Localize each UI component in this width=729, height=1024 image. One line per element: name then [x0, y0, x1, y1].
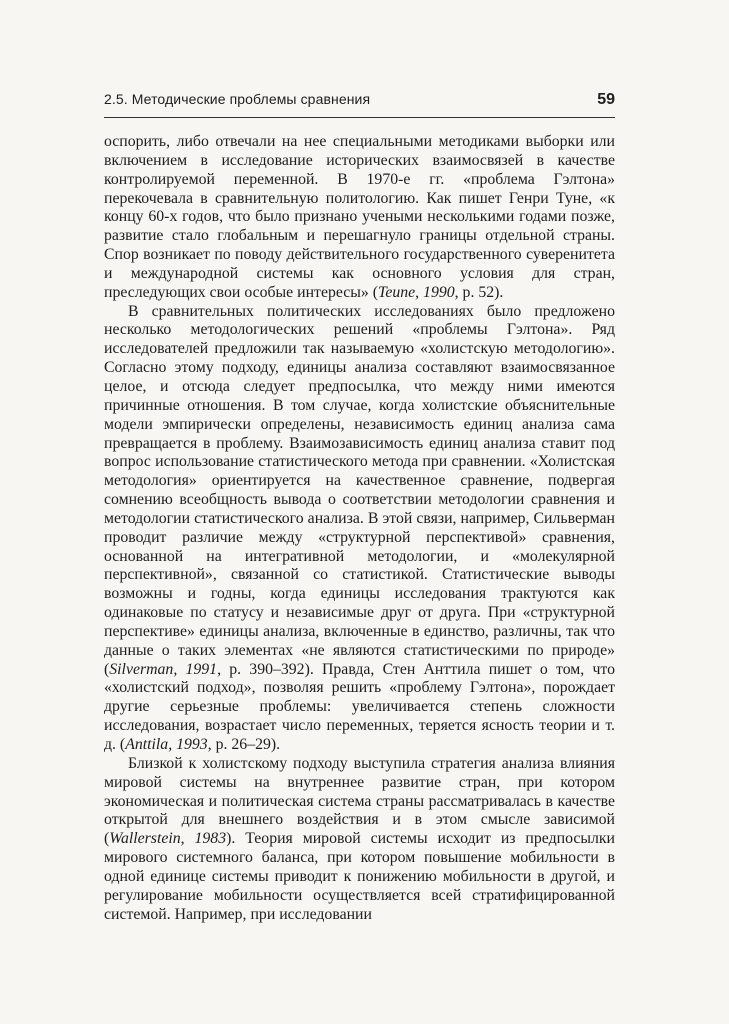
- body-text: [104, 133, 615, 924]
- paragraph-text: В сравнительных политических исследованиях было предложено несколько методологических решений «проблемы Гэлтона». Ряд исследователей предложили так называемую «холистскую методологию». Согласно этому подходу, единицы анализа составляют взаимосвязанное целое, и отсюда следует предпосылка, что между ними имеются причинные отношения. В том случае, когда холистские объяснительные модели эмпирически определены, независимость единиц анализа сама превращается в проблему. Взаимозависимость единиц анализа ставит под вопрос использование статистического метода при сравнении. «Холистская методология» ориентируется на качественное сравнение, подвергая сомнению всеобщность вывода о соответствии методологии сравнения и методологии статистического анализа. В этой связи, например, Сильверман проводит различие между «структурной перспективой» сравнения, основанной на интегративной методологии, и «молекулярной перспективной», связанной со статистикой. Статистические выводы возможны и годны, когда единицы исследования трактуются как одинаковые по статусу и независимые друг от друга. При «структурной перспективе» единицы анализа, включенные в единство, различны, так что данные о таких элементах «не являются статистическими по природе» (: [104, 302, 615, 678]
- citation-author: Anttila, 1993: [125, 736, 208, 753]
- citation-author: Teune, 1990: [378, 283, 455, 301]
- paragraph-text: , p. 390–392). Правда, Стен Анттила пишет о том, что «холистский подход», позволяя решить «проблему Гэлтона», порождает другие серьезные проблемы: увеличивается степень сложности исследования, возрастает число переменных, теряется ясность теории и т. д. (: [104, 660, 615, 753]
- paragraph-text: оспорить, либо отвечали на нее специальными методиками выборки или включением в исследование исторических взаимосвязей в качестве контролируемой переменной. В 1970-е гг. «проблема Гэлтона» перекочевала в сравнительную политологию. Как пишет Генри Туне, «к концу 60-х годов, что было признано учеными несколькими годами позже, развитие стало глобальным и перешагнуло границы отдельной страны. Спор возникает по поводу действительного государственного суверенитета и международной системы как основного условия для стран, преследующих свои особые интересы» (: [104, 133, 615, 301]
- citation-author: Wallerstein, 1983: [109, 830, 227, 848]
- running-header: [104, 91, 615, 109]
- paragraph: [104, 755, 615, 925]
- paragraph-text: , p. 26–29).: [207, 736, 281, 753]
- paragraph-text: ). Теория мировой системы исходит из предпосылки мирового системного баланса, при котором повышение мобильности в одной единице системы приводит к понижению мобильности в другой, и регулирование мобильности осуществляется всей стратифицированной системой. Например, при исследовании: [104, 830, 616, 923]
- paragraph: [104, 303, 615, 755]
- paragraph: [104, 133, 615, 303]
- section-title: 2.5. Методические проблемы сравнения: [104, 91, 371, 107]
- citation-author: Silverman, 1991: [109, 660, 218, 678]
- header-rule: [104, 117, 615, 118]
- page-number: 59: [597, 91, 615, 108]
- paragraph-text: , p. 52).: [454, 283, 504, 301]
- paragraph-text: Близкой к холистскому подходу выступила стратегия анализа влияния мировой системы на внутреннее развитие стран, при котором экономическая и политическая система страны рассматривалась в качестве открытой для внешнего воздействия и в этом смысле зависимой (: [104, 754, 615, 848]
